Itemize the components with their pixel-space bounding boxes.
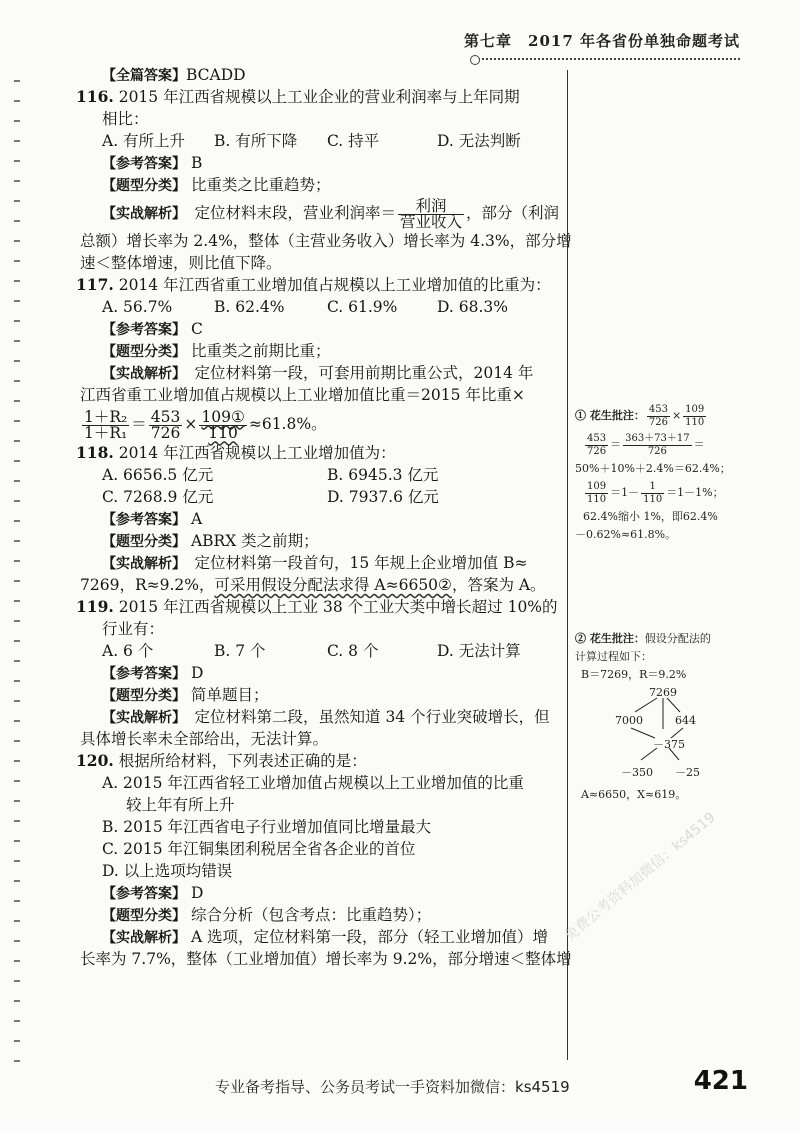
fraction: $\frac{\text{1＋R₂}}{\text{1＋R₁}}$	[84, 407, 128, 442]
tree-node-right: 644	[675, 714, 696, 727]
running-header: 第七章 2017 年各省份单独命题考试	[464, 32, 740, 50]
fraction: $\frac{\text{利润}}{\text{营业收入}}$	[400, 196, 463, 231]
main-column	[76, 64, 572, 970]
question-number: 119.	[76, 597, 114, 616]
question-number: 117.	[76, 275, 114, 294]
options: C. 7268.9 亿元 D. 7937.6 亿元	[102, 488, 439, 506]
question-117: 117. 2014 年江西省重工业增加值占规模以上工业增加值的比重为： A. 56.7% B. 62.4% C. 61.9% D. 68.3% 【参考答案】 C 【题型分类】 比重类之前期比重； 【实战解析】 定位材料第一段，可套用前期比重公式，2014 年 江西省重工业增加值占规模以上工业增加值比重＝2015 年比重× $\frac{\text{1＋R₂}}{\text{1＋R₁}}$ ＝ $\frac{453}{726}$ × $\frac{\text{109①}}{110}$ ≈61.8%。	[80, 274, 560, 442]
question-120: 120. 根据所给材料，下列表述正确的是： A. 2015 年江西省轻工业增加值占规模以上工业增加值的比重 较上年有所上升 B. 2015 年江西省电子行业增加值同比增量最大 C. 2015 年江铜集团利税居全省各企业的首位 D. 以上选项均错误 【参考答案】 D 【题型分类】 综合分析（包含考点：比重趋势）； 【实战解析】 A 选项，定位材料第一段，部分（轻工业增加值）增 长率为 7.7%，整体（工业增加值）增长率为 9.2%，部分增速＜整体增	[76, 751, 572, 968]
footer-text: 专业备考指导、公务员考试一手资料加微信：ks4519	[215, 1078, 570, 1096]
side-note-2: ② 花生批注：假设分配法的 计算过程如下： B＝7269，R＝9.2% 7269 7000 644 －375 －350 －25 A≈6650，X≈619。	[575, 630, 755, 804]
tree-node-left: 7000	[615, 714, 643, 727]
side-note-1: ① 花生批注： $\frac{453}{726}$ × $\frac{109}{110}$ $\frac{453}{726}$ ＝ $\frac{363+73+17}{726}$ ＝ 50%＋10%＋2.4%＝62.4%； $\frac{109}{110}$ ＝1－ $\frac{1}{110}$ ＝1－1%； 62.4%缩小 1%，即62.4% －0.62%≈61.8%。	[575, 403, 731, 541]
tree-node-bottom-left: －350	[621, 766, 653, 779]
options: A. 6 个 B. 7 个 C. 8 个 D. 无法计算	[102, 642, 521, 660]
tree-node-top: 7269	[649, 686, 677, 699]
question-119: 119. 2015 年江西省规模以上工业 38 个工业大类中增长超过 10%的 行业有： A. 6 个 B. 7 个 C. 8 个 D. 无法计算 【参考答案】 D 【题型分类】 简单题目； 【实战解析】 定位材料第二段，虽然知道 34 个行业突破增长，但 具体增长率未全部给出，无法计算。	[80, 596, 560, 750]
question-number: 118.	[76, 443, 114, 462]
margin-column-divider	[567, 70, 568, 1060]
summary-answers: 【全篇答案】BCADD	[102, 66, 246, 84]
fraction: $\frac{453}{726}$	[648, 403, 668, 428]
fraction: $\frac{453}{726}$	[587, 432, 607, 457]
question-118: 118. 2014 年江西省规模以上工业增加值为： A. 6656.5 亿元 B. 6945.3 亿元 C. 7268.9 亿元 D. 7937.6 亿元 【参考答案】 A 【题型分类】 ABRX 类之前期； 【实战解析】 定位材料第一段首句，15 年规上企业增加值 B≈ 7269，R≈9.2%，可采用假设分配法求得 A≈6650②，答案为 A。	[80, 442, 560, 596]
page-number: 421	[693, 1066, 748, 1096]
fraction: $\frac{1}{110}$	[643, 480, 663, 505]
question-116: 116. 2015 年江西省规模以上工业企业的营业利润率与上年同期 相比： A. 有所上升 B. 有所下降 C. 持平 D. 无法判断 【参考答案】 B 【题型分类】 比重类之比重趋势； 【实战解析】 定位材料末段，营业利润率＝ $\frac{\text{利润}}{\text{营业收入}}$ ，部分（利润 总额）增长率为 2.4%，整体（主营业务收入）增长率为 4.3%，部分增 速＜整体增速，则比值下降。	[76, 87, 572, 272]
options: A. 6656.5 亿元 B. 6945.3 亿元	[102, 466, 439, 484]
fraction: $\frac{109}{110}$	[587, 480, 607, 505]
fraction: $\frac{\text{109①}}{110}$	[201, 407, 245, 442]
watermark: 免费公考资料加微信：ks4519	[561, 809, 719, 945]
question-number: 120.	[76, 751, 114, 770]
options: A. 56.7% B. 62.4% C. 61.9% D. 68.3%	[102, 298, 508, 316]
fraction: $\frac{453}{726}$	[150, 407, 181, 442]
tree-node-bottom-right: －25	[675, 766, 700, 779]
allocation-tree-diagram	[575, 684, 725, 764]
header-dotted-rule	[478, 58, 740, 60]
fraction: $\frac{109}{110}$	[685, 403, 705, 428]
binding-margin-marks	[14, 80, 20, 1070]
tree-node-mid: －375	[653, 738, 685, 751]
options: A. 有所上升 B. 有所下降 C. 持平 D. 无法判断	[102, 132, 521, 150]
fraction: $\frac{363+73+17}{726}$	[625, 432, 690, 457]
question-number: 116.	[76, 87, 114, 106]
